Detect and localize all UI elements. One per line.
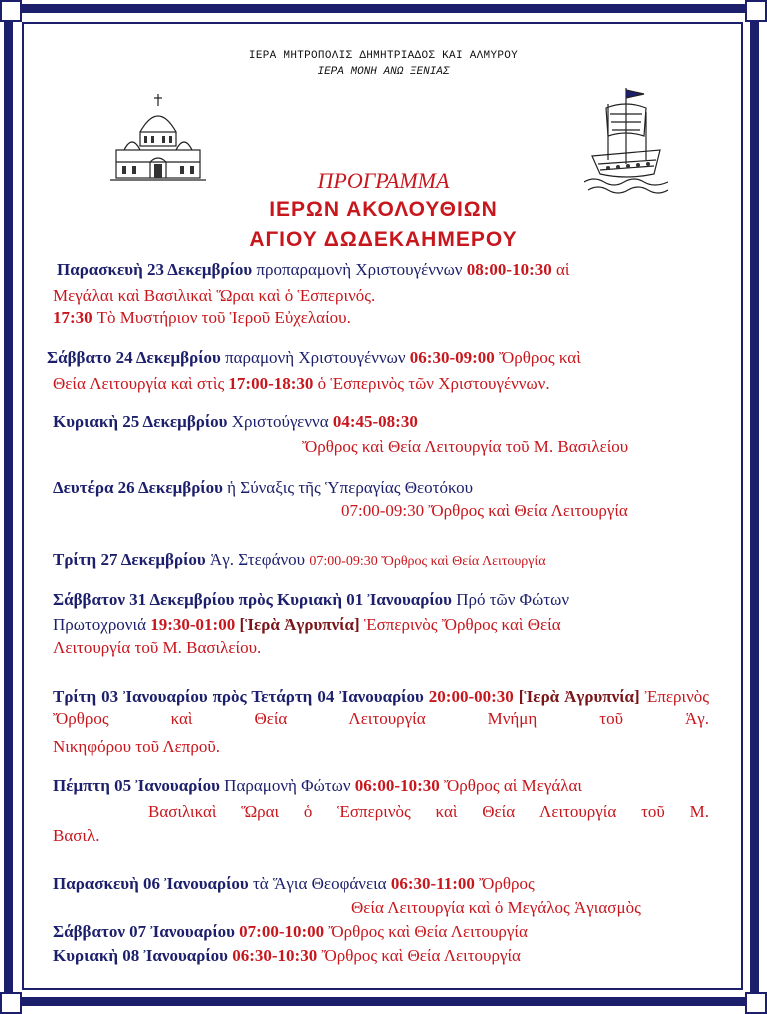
- corner-ornament: [0, 0, 22, 22]
- entry-date: Κυριακὴ 25 Δεκεμβρίου: [53, 412, 228, 431]
- entry-desc-line: Βασιλ.: [53, 826, 100, 845]
- schedule-entry-jan03: [53, 686, 709, 730]
- entry-date: Τρίτη 03 Ἰανουαρίου πρὸς Τετάρτη 04 Ἰανουαρίου: [53, 687, 424, 706]
- entry-time: 17:00-18:30: [228, 374, 314, 393]
- entry-note: Πρωτοχρονιά: [53, 615, 151, 634]
- corner-ornament: [745, 0, 767, 22]
- entry-desc-line: Ὄρθρος καὶ Θεία Λειτουργία τοῦ Μ. Βασιλείου: [302, 437, 629, 456]
- entry-date: Δευτέρα 26 Δεκεμβρίου: [53, 478, 223, 497]
- entry-date: Σάββατον 31 Δεκεμβρίου πρὸς Κυριακὴ 01 Ἰανουαρίου: [53, 590, 452, 609]
- entry-desc: Θεία Λειτουργία καὶ στὶς: [53, 374, 229, 393]
- monastery-header: ΙΕΡΑ ΜΟΝΗ ΑΝΩ ΞΕΝΙΑΣ: [317, 66, 450, 78]
- schedule-entry-jan07: [53, 921, 528, 943]
- schedule-entry-dec24: [47, 347, 581, 369]
- entry-line: [53, 307, 351, 329]
- metropolis-header: ΙΕΡΑ ΜΗΤΡΟΠΟΛΙΣ ΔΗΜΗΤΡΙΑΔΟΣ ΚΑΙ ΑΛΜΥΡΟΥ: [248, 50, 519, 62]
- entry-note: ἡ Σύναξις τῆς Ὑπεραγίας Θεοτόκου: [222, 478, 474, 497]
- schedule-entry-dec26: [53, 477, 473, 499]
- entry-desc: αἱ: [551, 260, 570, 279]
- entry-note: τὰ Ἅγια Θεοφάνεια: [248, 874, 391, 893]
- entry-desc-line: Λειτουργία τοῦ Μ. Βασιλείου.: [53, 638, 262, 657]
- dodecaimeron-title: ΑΓΙΟΥ ΔΩΔΕΚΑΗΜΕΡΟΥ: [249, 228, 518, 251]
- entry-time: 08:00-10:30: [466, 260, 552, 279]
- entry-desc: Ὄρθρος καὶ Θεία Λειτουργία: [324, 922, 528, 941]
- entry-desc: ὁ Ἑσπερινὸς τῶν Χριστουγέννων.: [313, 374, 550, 393]
- schedule-entry-dec25: [53, 411, 418, 433]
- entry-desc: Ὄρθρος: [474, 874, 535, 893]
- entry-note: Ἁγ. Στεφάνου: [205, 550, 310, 569]
- entry-time: 20:00-00:30: [428, 687, 514, 706]
- entry-desc: Ἑσπερινὸς Ὄρθρος καὶ Θεία: [359, 615, 561, 634]
- entry-time: 04:45-08:30: [332, 412, 418, 431]
- schedule-entry-jan06: [53, 873, 535, 895]
- program-heading: ΠΡΟΓΡΑΜΜΑ: [317, 168, 450, 193]
- schedule-entry-jan08: [53, 945, 521, 967]
- entry-date: Κυριακὴ 08 Ἰανουαρίου: [53, 946, 228, 965]
- entry-time: 06:30-10:30: [232, 946, 318, 965]
- entry-date: Σάββατο 24 Δεκεμβρίου: [47, 348, 221, 367]
- entry-desc: Ἐπερινὸς Ὄρθρος καὶ Θεία Λειτουργία Μνήμη τοῦ Ἁγ.: [53, 687, 710, 728]
- corner-ornament: [745, 992, 767, 1014]
- entry-line: [53, 614, 561, 636]
- entry-time: 06:30-09:00: [409, 348, 495, 367]
- entry-desc-line: Νικηφόρου τοῦ Λεπροῦ.: [53, 737, 221, 756]
- entry-time: 06:00-10:30: [354, 776, 440, 795]
- entry-time: 19:30-01:00: [150, 615, 236, 634]
- entry-time: 07:00-10:00: [239, 922, 325, 941]
- entry-desc: Τὸ Μυστήριον τοῦ Ἱεροῦ Εὐχελαίου.: [92, 308, 351, 327]
- entry-date: Παρασκευὴ 06 Ἰανουαρίου: [53, 874, 249, 893]
- entry-time: 17:30: [53, 308, 93, 327]
- entry-date: Σάββατον 07 Ἰανουαρίου: [53, 922, 235, 941]
- schedule-entry-jan05: [53, 775, 582, 797]
- entry-date: Τρίτη 27 Δεκεμβρίου: [53, 550, 206, 569]
- entry-desc-line: Βασιλικαὶ Ὥραι ὁ Ἑσπερινὸς καὶ Θεία Λειτουργία τοῦ Μ.: [148, 802, 709, 821]
- entry-note: προπαραμονὴ Χριστουγέννων: [252, 260, 467, 279]
- entry-note: Πρό τῶν Φώτων: [451, 590, 570, 609]
- entry-desc-line: Θεία Λειτουργία καὶ ὁ Μεγάλος Ἁγιασμὸς: [351, 898, 641, 917]
- entry-bracket: [Ἱερὰ Ἀγρυπνία]: [235, 615, 360, 634]
- entry-desc: 07:00-09:30 Ὄρθρος καὶ Θεία Λειτουργία: [309, 554, 546, 569]
- entry-bracket: [Ἱερὰ Ἀγρυπνία]: [518, 687, 640, 706]
- entry-note: Χριστούγεννα: [227, 412, 333, 431]
- entry-desc: Ὄρθρος καὶ Θεία Λειτουργία: [317, 946, 521, 965]
- entry-desc: Ὄρθρος καὶ: [494, 348, 581, 367]
- entry-time: 06:30-11:00: [390, 874, 475, 893]
- entry-line: [53, 373, 550, 395]
- entry-desc-line: 07:00-09:30 Ὄρθρος καὶ Θεία Λειτουργία: [341, 501, 628, 520]
- services-title: ΙΕΡΩΝ ΑΚΟΛΟΥΘΙΩΝ: [269, 198, 498, 221]
- entry-desc-line: Μεγάλαι καὶ Βασιλικαὶ Ὥραι καὶ ὁ Ἑσπερινός.: [53, 286, 376, 305]
- schedule-entry-dec27: [53, 549, 546, 573]
- entry-desc: Ὄρθρος αἱ Μεγάλαι: [439, 776, 582, 795]
- entry-note: παραμονὴ Χριστουγέννων: [220, 348, 410, 367]
- corner-ornament: [0, 992, 22, 1014]
- entry-note: Παραμονὴ Φώτων: [219, 776, 355, 795]
- entry-date: Παρασκευὴ 23 Δεκεμβρίου: [57, 260, 253, 279]
- schedule-entry-dec31: [53, 589, 569, 611]
- schedule-entry-dec23: [57, 259, 713, 281]
- entry-date: Πέμπτη 05 Ἰανουαρίου: [53, 776, 220, 795]
